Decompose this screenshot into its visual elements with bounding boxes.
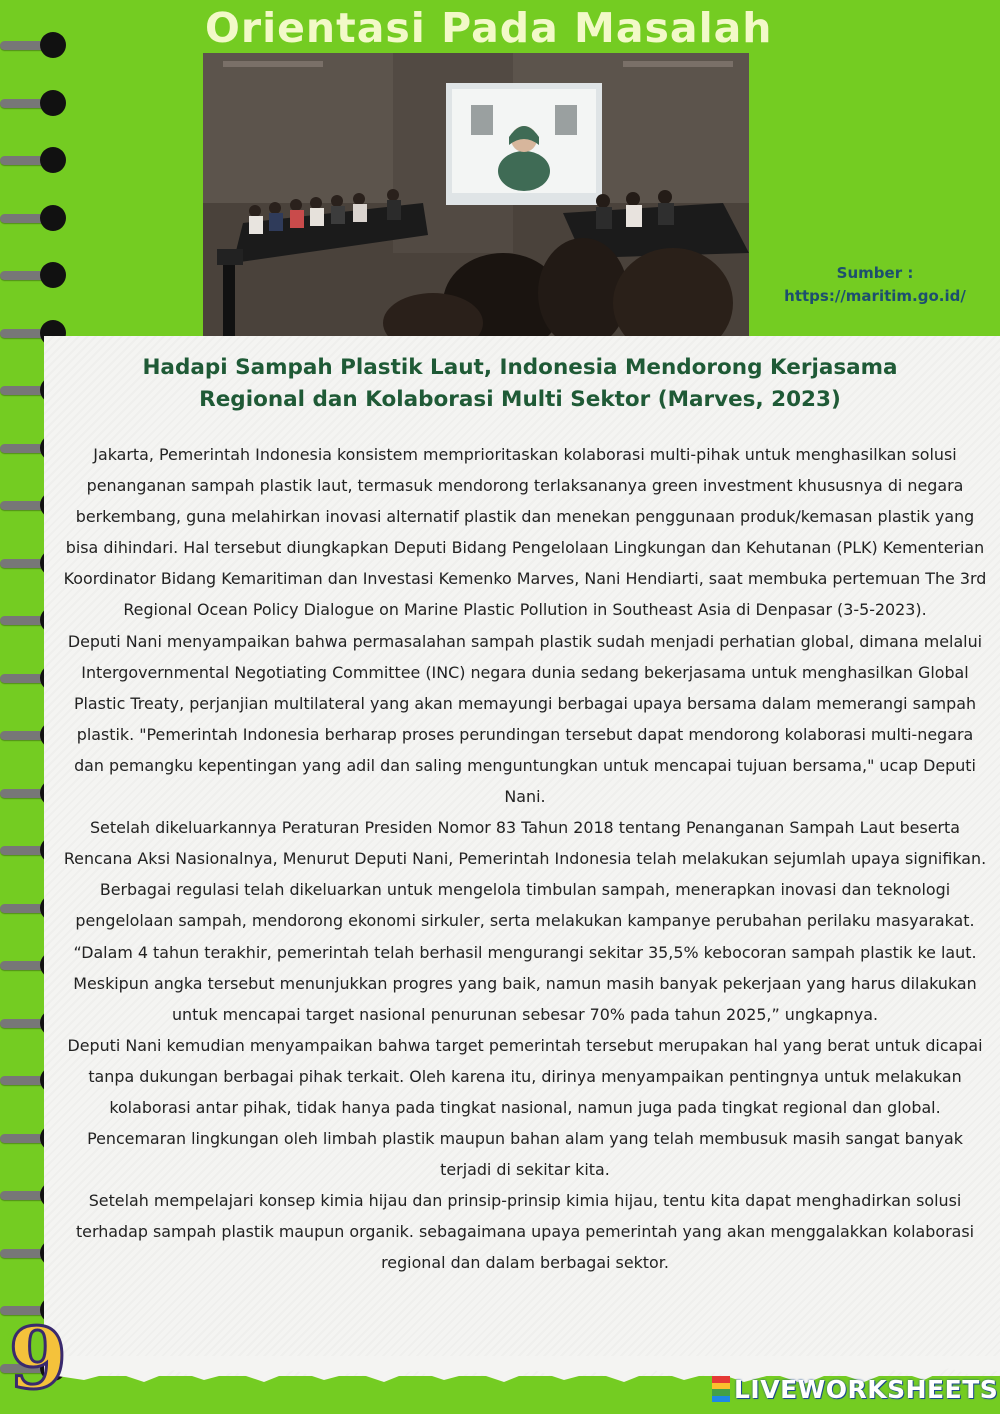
- spiral-ring: [0, 205, 66, 231]
- spiral-ring: [0, 90, 66, 116]
- page-title: Orientasi Pada Masalah: [205, 4, 773, 52]
- paragraph: Jakarta, Pemerintah Indonesia konsistem memprioritaskan kolaborasi multi-pihak untuk menghasilkan solusi penanganan sampah plastik laut, termasuk mendorong terlaksananya green investment khususnya di negara berkembang, guna melahirkan inovasi alternatif plastik dan menekan penggunaan produk/kemasan plastik yang bisa dihindari. Hal tersebut diungkapkan Deputi Bidang Pengelolaan Lingkungan dan Kehutanan (PLK) Kementerian Koordinator Bidang Kemaritiman dan Investasi Kemenko Marves, Nani Hendiarti, saat membuka pertemuan The 3rd Regional Ocean Policy Dialogue on Marine Plastic Pollution in Southeast Asia di Denpasar (3-5-2023).: [63, 445, 987, 620]
- liveworksheets-logo-icon: [712, 1376, 730, 1402]
- paragraph: Pencemaran lingkungan oleh limbah plastik maupun bahan alam yang telah membusuk masih sangat banyak terjadi di sekitar kita.: [87, 1129, 963, 1180]
- headline-line-1: Hadapi Sampah Plastik Laut, Indonesia Mendorong Kerjasama: [142, 355, 898, 380]
- image-source: [760, 262, 990, 308]
- page-number: 9: [8, 1310, 68, 1408]
- paragraph: Setelah mempelajari konsep kimia hijau dan prinsip-prinsip kimia hijau, tentu kita dapat menghadirkan solusi terhadap sampah plastik maupun organik. sebagaimana upaya pemerintah yang akan menggalakkan kolaborasi regional dan dalam berbagai sektor.: [75, 1191, 975, 1273]
- source-url[interactable]: https://maritim.go.id/: [784, 287, 966, 305]
- liveworksheets-brand[interactable]: [712, 1372, 998, 1406]
- paragraph: Deputi Nani menyampaikan bahwa permasalahan sampah plastik sudah menjadi perhatian global, dimana melalui Intergovernmental Negotiating Committee (INC) negara dunia sedang bekerjasama untuk menghasilkan Global Plastic Treaty, perjanjian multilateral yang akan memayungi berbagai upaya bersama dalam memerangi sampah plastik. "Pemerintah Indonesia berharap proses perundingan tersebut dapat mendorong kolaborasi multi-negara dan pemangku kepentingan yang adil dan saling menguntungkan untuk mencapai tujuan bersama," ucap Deputi Nani.: [67, 631, 983, 807]
- article-headline: [60, 352, 980, 416]
- paragraph: Setelah dikeluarkannya Peraturan Presiden Nomor 83 Tahun 2018 tentang Penanganan Sampah Laut beserta Rencana Aksi Nasionalnya, Menurut Deputi Nani, Pemerintah Indonesia telah melakukan sejumlah upaya signifikan. Berbagai regulasi telah dikeluarkan untuk mengelola timbulan sampah, menerapkan inovasi dan teknologi pengelolaan sampah, mendorong ekonomi sirkuler, serta melakukan kampanye perubahan perilaku masyarakat. “Dalam 4 tahun terakhir, pemerintah telah berhasil mengurangi sekitar 35,5% kebocoran sampah plastik ke laut. Meskipun angka tersebut menunjukkan progres yang baik, namun masih banyak pekerjaan yang harus dilakukan untuk mencapai target nasional penurunan sebesar 70% pada tahun 2025,” ungkapnya.: [63, 818, 987, 1024]
- source-label: Sumber :: [836, 264, 914, 282]
- paragraph: Deputi Nani kemudian menyampaikan bahwa target pemerintah tersebut merupakan hal yang berat untuk dicapai tanpa dukungan berbagai pihak terkait. Oleh karena itu, dirinya menyampaikan pentingnya untuk melakukan kolaborasi antar pihak, tidak hanya pada tingkat nasional, namun juga pada tingkat regional dan global.: [67, 1035, 983, 1117]
- spiral-ring: [0, 262, 66, 288]
- brand-name: LIVEWORKSHEETS: [734, 1374, 999, 1404]
- spiral-ring: [0, 147, 66, 173]
- article-body: [62, 439, 988, 1279]
- meeting-photo: [203, 53, 749, 336]
- spiral-ring: [0, 32, 66, 58]
- headline-line-2: Regional dan Kolaborasi Multi Sektor (Marves, 2023): [199, 387, 841, 412]
- page-number-badge: [0, 1310, 80, 1410]
- meeting-photo-illustration: [203, 53, 749, 336]
